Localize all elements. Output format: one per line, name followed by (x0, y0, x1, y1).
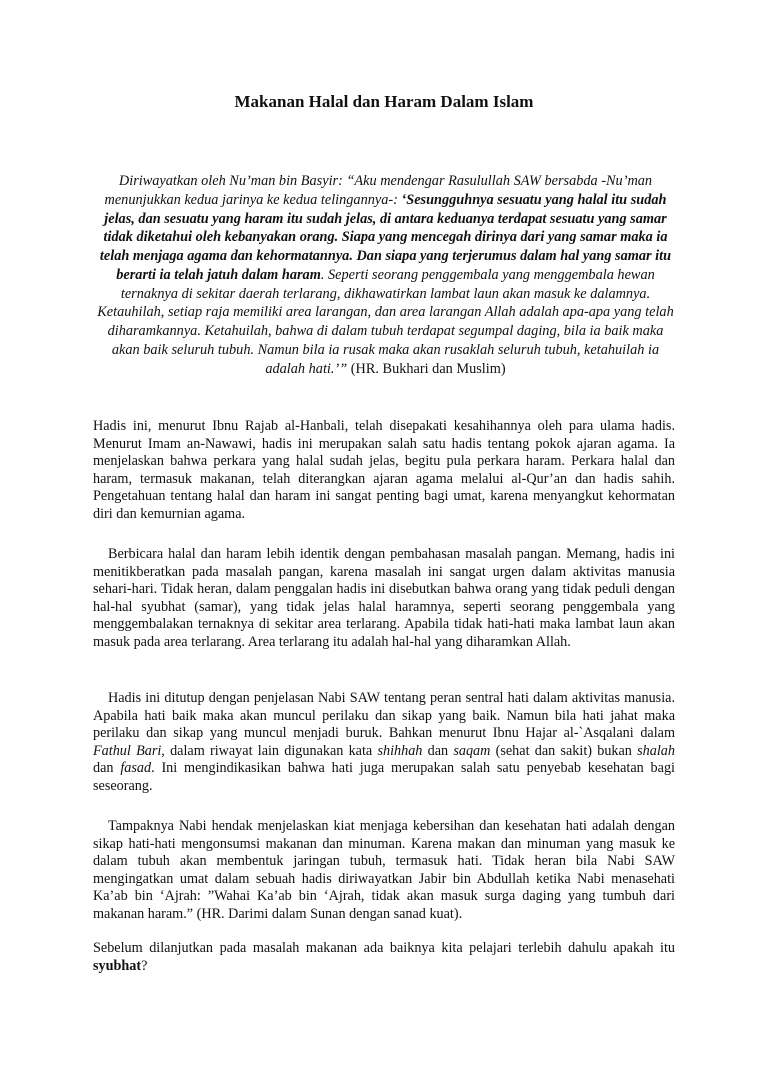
paragraph-5 (93, 940, 675, 975)
paragraph-3 (93, 690, 675, 796)
paragraph-1: Hadis ini, menurut Ibnu Rajab al-Hanbali, telah disepakati kesahihannya oleh para ulama hadis. Menurut Imam an-Nawawi, hadis ini merupakan salah satu hadis tentang pokok ajaran agama. Ia menjelaskan bahwa perkara yang halal sudah jelas, begitu pula perkara haram. Perkara halal dan haram, termasuk makanan, telah diterangkan ajaran agama melalui al-Qur’an dan hadis sahih. Pengetahuan tentang halal dan haram ini sangat penting bagi umat, karena menyangkut kehormatan diri dan kemurnian agama. (93, 418, 675, 522)
quote-rest: . Seperti seorang penggembala yang menggembala hewan ternaknya di sekitar daerah terlarang, dikhawatirkan lambat laun akan masuk ke dalamnya. Ketauhilah, setiap raja memiliki area larangan, dan area larangan Allah adalah apa-apa yang telah diharamkannya. Ketahuilah, bahwa di dalam tubuh terdapat segumpal daging, bila ia baik maka akan baik seluruh tubuh. Namun bila ia rusak maka akan rusaklah seluruh tubuh, ketahuilah ia adalah hati.’” (97, 266, 674, 377)
p3-text-b: , dalam riwayat lain digunakan kata (161, 742, 378, 759)
p5-text: Sebelum dilanjutkan pada masalah makanan ada baiknya kita pelajari terlebih dahulu apakah itu (93, 940, 675, 956)
p3-text-f: . Ini mengindikasikan bahwa hati juga merupakan salah satu penyebab kesehatan bagi seseorang. (93, 760, 675, 794)
document-title: Makanan Halal dan Haram Dalam Islam (234, 92, 534, 111)
p3-saqam: saqam (453, 742, 491, 759)
p3-text-d: (sehat dan sakit) bukan (490, 742, 638, 759)
quote-bold-text: ‘Sesungguhnya sesuatu yang halal itu sudah jelas, dan sesuatu yang haram itu sudah jelas, di antara keduanya terdapat sesuatu yang samar tidak diketahui oleh kebanyakan orang. Siapa yang mencegah dirinya dari yang samar maka ia telah menjaga agama dan kehormatannya. Dan siapa yang terjerumus dalam hal yang samar itu berarti ia telah jatuh dalam haram (99, 191, 672, 283)
p3-fasad: fasad (120, 760, 152, 777)
p5-syubhat: syubhat (93, 957, 142, 974)
p5-end: ? (141, 957, 148, 974)
paragraph-2: Berbicara halal dan haram lebih identik dengan pembahasan masalah pangan. Memang, hadis ini menitikberatkan pada masalah pangan, karena masalah ini sangat urgen dalam aktivitas manusia sehari-hari. Tidak heran, dalam penggalan hadis ini disebutkan bahwa orang yang tidak peduli dengan hal-hal syubhat (samar), yang tidak jelas halal haramnya, seperti seorang penggembala yang menggembalakan ternaknya di sekitar area terlarang. Apabila tidak hati-hati maka lambat laun akan masuk pada area terlarang. Area terlarang itu adalah hal-hal yang diharamkan Allah. (93, 546, 675, 650)
quote-intro: Diriwayatkan oleh Nu’man bin Basyir: “Aku mendengar Rasulullah SAW bersabda -Nu’man menunjukkan kedua jarinya ke kedua telingannya-: (104, 173, 653, 208)
p3-shalah: shalah (637, 742, 675, 759)
p3-text-e: dan (93, 760, 121, 777)
p3-text-a: Hadis ini ditutup dengan penjelasan Nabi SAW tentang peran sentral hati dalam aktivitas manusia. Apabila hati baik maka akan muncul perilaku dan sikap yang baik. Namun bila hati jahat maka perilaku dan sikap yang muncul menjadi buruk. Bahkan menurut Ibnu Hajar al-`Asqalani dalam (93, 690, 675, 742)
p3-shihhah: shihhah (377, 742, 423, 759)
quote-source: (HR. Bukhari dan Muslim) (347, 360, 506, 377)
p3-fathul-bari: Fathul Bari (93, 742, 162, 759)
paragraph-4: Tampaknya Nabi hendak menjelaskan kiat menjaga kebersihan dan kesehatan hati adalah dengan sikap hati-hati mengonsumsi makanan dan minuman. Karena makan dan minuman yang masuk ke dalam tubuh akan membentuk jaringan tubuh, termasuk hati. Tidak heran bila Nabi SAW mengingatkan umat dalam sebuah hadis diriwayatkan Jabir bin Abdullah ketika Nabi menasehati Ka’ab bin ‘Ajrah: ”Wahai Ka’ab bin ‘Ajrah, tidak akan masuk surga daging yang tumbuh dari makanan haram.” (HR. Darimi dalam Sunan dengan sanad kuat). (93, 818, 675, 922)
hadith-quote (93, 172, 678, 378)
p3-text-c: dan (422, 742, 454, 759)
